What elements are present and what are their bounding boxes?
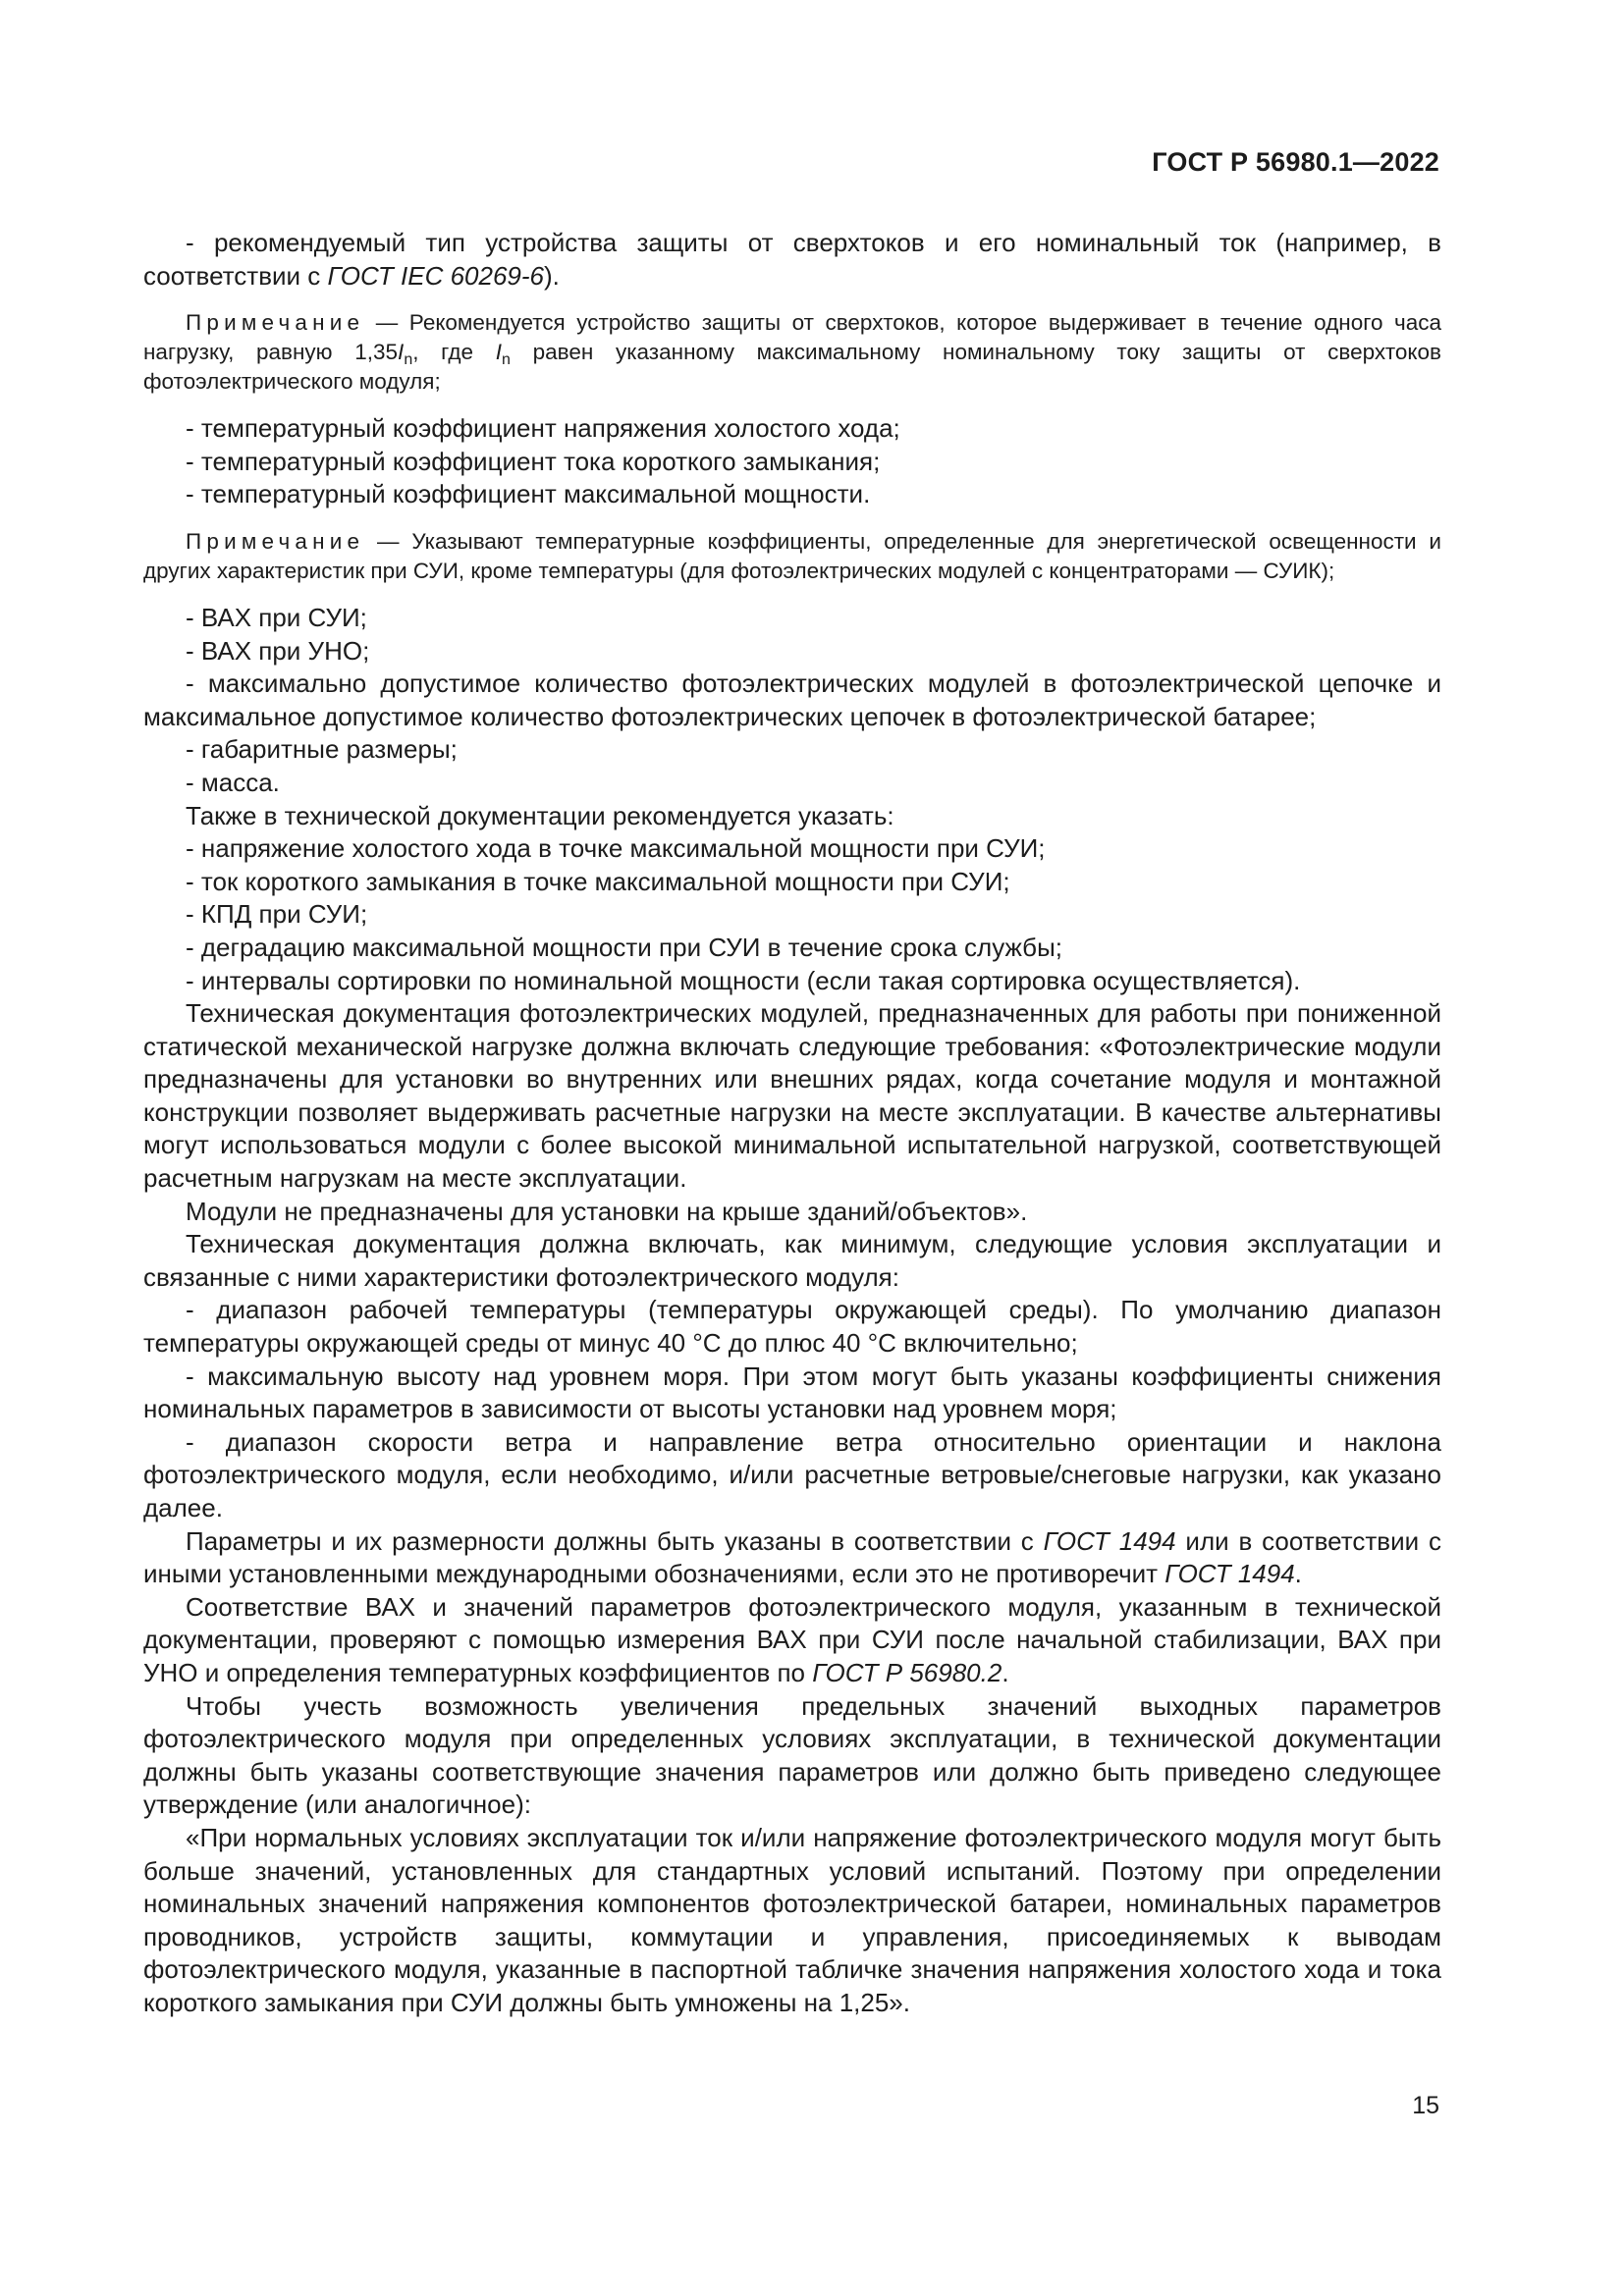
list-item: - диапазон скорости ветра и направление ветра относительно ориентации и наклона фотоэлектрического модуля, если необходимо, и/или расчетные ветровые/снеговые нагрузки, как указано далее. bbox=[143, 1426, 1441, 1522]
list-item: - габаритные размеры; bbox=[186, 734, 458, 765]
paragraph: Модули не предназначены для установки на крыше зданий/объектов». bbox=[186, 1196, 1028, 1226]
list-item: - максимально допустимое количество фотоэлектрических модулей в фотоэлектрической цепочке и максимальное допустимое количество фотоэлектрических цепочек в фотоэлектрической батарее; bbox=[143, 668, 1441, 731]
note-label: Примечание bbox=[186, 310, 365, 336]
page-number: 15 bbox=[1412, 2092, 1439, 2119]
list-item: - температурный коэффициент тока короткого замыкания; bbox=[186, 446, 881, 476]
list-item: - ВАХ при УНО; bbox=[186, 635, 370, 666]
paragraph: Чтобы учесть возможность увеличения предельных значений выходных параметров фотоэлектрического модуля при определенных условиях эксплуатации, в технической документации должны быть указаны соответствующие значения параметров или должно быть приведено следующее утверждение (или аналогичное): bbox=[143, 1690, 1441, 1820]
paragraph-overcurrent-device: - рекомендуемый тип устройства защиты от сверхтоков и его номинальный ток (например, в соответствии с ГОСТ IEC 60269-6). bbox=[143, 228, 1441, 291]
list-item: - ток короткого замыкания в точке максимальной мощности при СУИ; bbox=[186, 866, 1010, 896]
list-item: - температурный коэффициент максимальной мощности. bbox=[186, 479, 871, 509]
list-item: - максимальную высоту над уровнем моря. При этом могут быть указаны коэффициенты снижения номинальных параметров в зависимости от высоты установки над уровнем моря; bbox=[143, 1361, 1441, 1424]
standard-reference: ГОСТ 1494 bbox=[1043, 1525, 1176, 1556]
page-body bbox=[143, 227, 1441, 2020]
note-label: Примечание bbox=[186, 528, 365, 554]
paragraph: Техническая документация фотоэлектрических модулей, предназначенных для работы при пониженной статической механической нагрузке должна включать следующие требования: «Фотоэлектрические модули предназначены для установки во внутренних или внешних рядах, когда сочетание модуля и монтажной конструкции позволяет выдерживать расчетные нагрузки на месте эксплуатации. В качестве альтернативы могут использоваться модули с более высокой минимальной испытательной нагрузкой, соответствующей расчетным нагрузкам на месте эксплуатации. bbox=[143, 998, 1441, 1194]
paragraph-quote: «При нормальных условиях эксплуатации ток и/или напряжение фотоэлектрического модуля могут быть больше значений, установленных для стандартных условий испытаний. Поэтому при определении номинальных значений напряжения компонентов фотоэлектрической батареи, номинальных параметров проводников, устройств защиты, коммутации и управления, присоединяемых к выводам фотоэлектрического модуля, указанные в паспортной табличке значения напряжения холостого хода и тока короткого замыкания при СУИ должны быть умножены на 1,25». bbox=[143, 1822, 1441, 2017]
paragraph: Техническая документация должна включать, как минимум, следующие условия эксплуатации и связанные с ними характеристики фотоэлектрического модуля: bbox=[143, 1229, 1441, 1292]
list-item: - интервалы сортировки по номинальной мощности (если такая сортировка осуществляется). bbox=[186, 965, 1301, 995]
list-item: - масса. bbox=[186, 767, 280, 797]
note-temperature-coefficients: Примечание — Указывают температурные коэффициенты, определенные для энергетической освещенности и других характеристик при СУИ, кроме температуры (для фотоэлектрических модулей с концентраторами — СУИК); bbox=[143, 528, 1441, 583]
paragraph-conformity: Соответствие ВАХ и значений параметров фотоэлектрического модуля, указанным в технической документации, проверяют с помощью измерения ВАХ при СУИ после начальной стабилизации, ВАХ при УНО и определения температурных коэффициентов по ГОСТ Р 56980.2. bbox=[143, 1591, 1441, 1687]
document-code-header: ГОСТ Р 56980.1—2022 bbox=[1152, 147, 1439, 177]
paragraph-parameters: Параметры и их размерности должны быть указаны в соответствии с ГОСТ 1494 или в соответствии с иными установленными международными обозначениями, если это не противоречит ГОСТ 1494. bbox=[143, 1525, 1441, 1589]
note-overcurrent: Примечание — Рекомендуется устройство защиты от сверхтоков, которое выдерживает в течение одного часа нагрузку, равную $1,35I_n$, где $I_n$ равен указанному максимальному номинальному току защиты от сверхтоков фотоэлектрического модуля; bbox=[143, 310, 1441, 395]
list-item: - напряжение холостого хода в точке максимальной мощности при СУИ; bbox=[186, 833, 1046, 864]
standard-reference: ГОСТ Р 56980.2 bbox=[812, 1657, 1002, 1687]
list-item: - ВАХ при СУИ; bbox=[186, 602, 367, 632]
list-item: - КПД при СУИ; bbox=[186, 899, 368, 930]
standard-reference: ГОСТ IEC 60269-6 bbox=[327, 260, 545, 291]
list-item: - диапазон рабочей температуры (температуры окружающей среды). По умолчанию диапазон температуры окружающей среды от минус 40 °С до плюс 40 °С включительно; bbox=[143, 1295, 1441, 1359]
paragraph: Также в технической документации рекомендуется указать: bbox=[186, 800, 894, 830]
standard-reference: ГОСТ 1494 bbox=[1164, 1559, 1295, 1589]
list-item: - деградацию максимальной мощности при СУИ в течение срока службы; bbox=[186, 932, 1062, 962]
list-item: - температурный коэффициент напряжения холостого хода; bbox=[186, 413, 900, 444]
